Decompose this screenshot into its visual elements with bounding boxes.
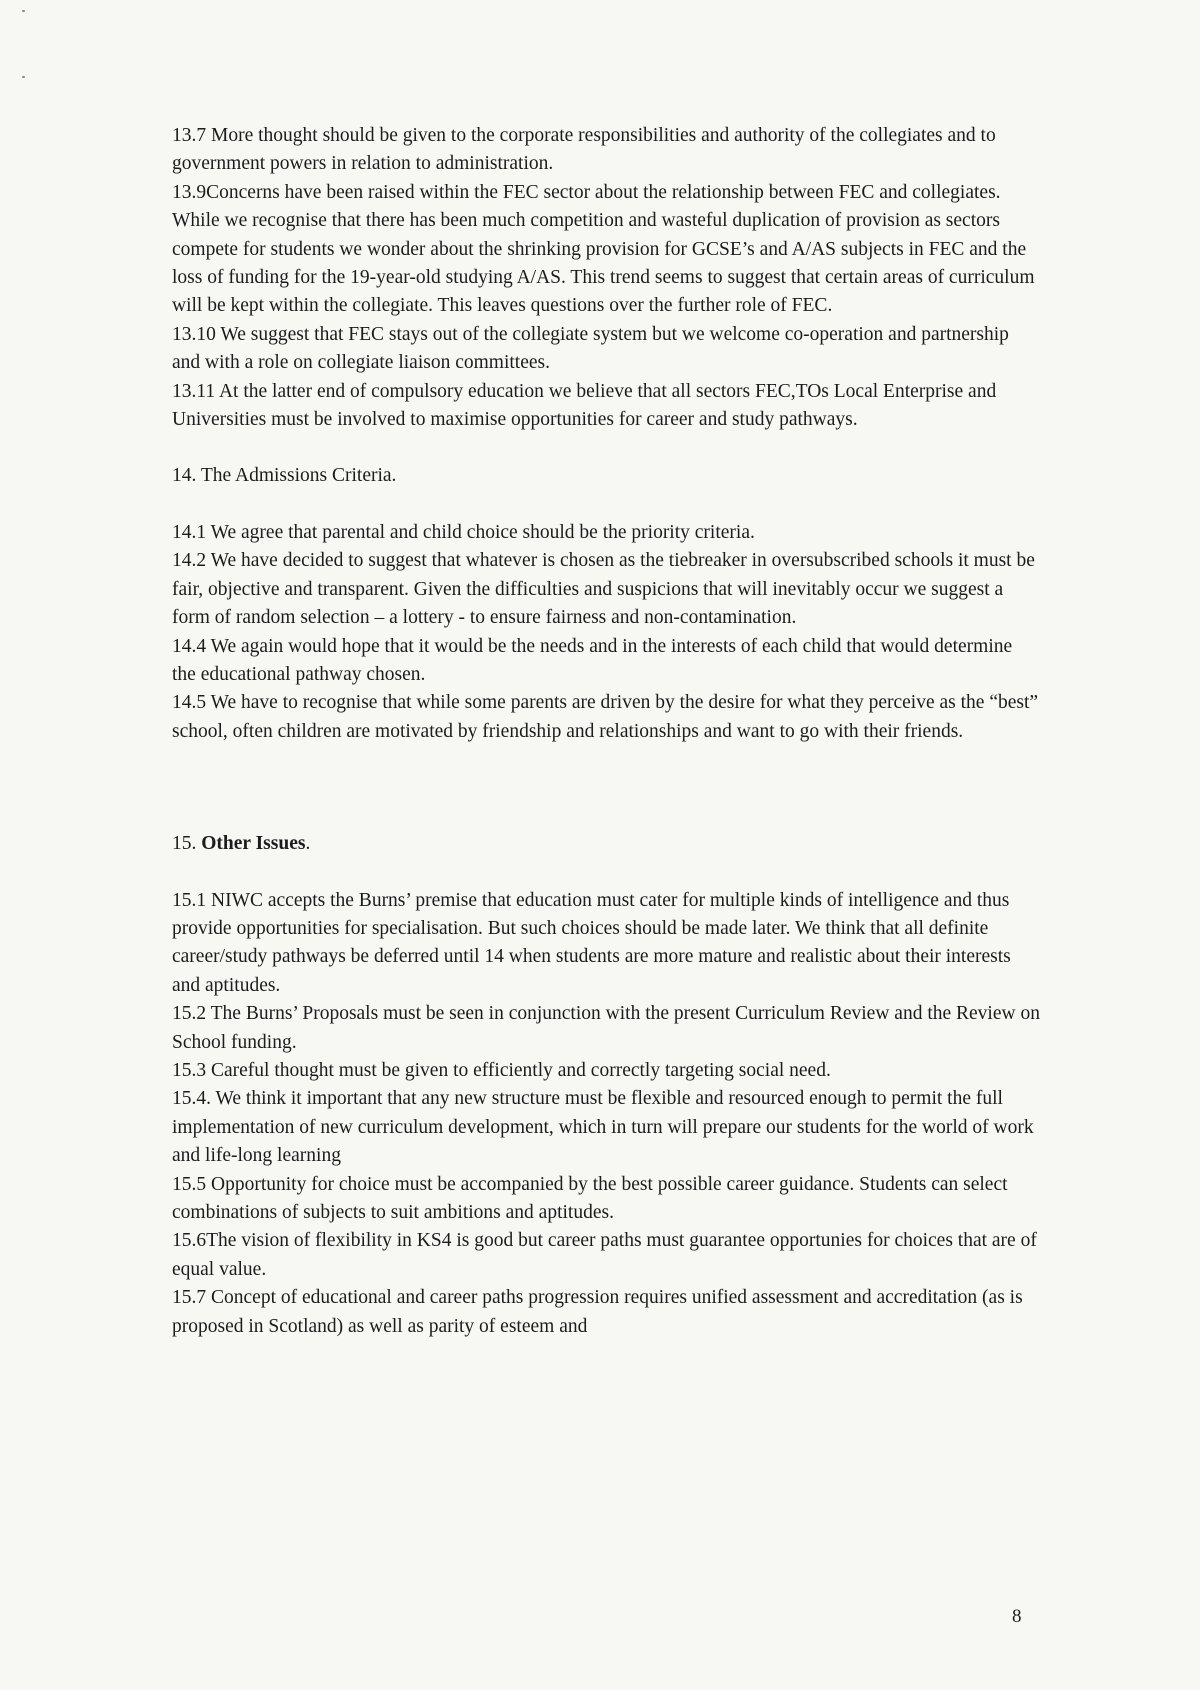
paragraph-15-2: 15.2 The Burns’ Proposals must be seen in conjunction with the present Curriculum Review and the Review on School funding. (172, 1003, 1040, 1053)
paragraph-13-11: 13.11 At the latter end of compulsory education we believe that all sectors FEC,TOs Local Enterprise and Universities must be involved to maximise opportunities for career and study pathways. (172, 380, 997, 431)
paragraph-13-10: 13.10 We suggest that FEC stays out of the collegiate system but we welcome co-operation and partnership and with a role on collegiate liaison committees. (172, 323, 1009, 374)
paragraph-15-7: 15.7 Concept of educational and career paths progression requires unified assessment and accreditation (as is proposed in Scotland) as well as parity of esteem and (172, 1287, 1023, 1337)
paragraph-15-3: 15.3 Careful thought must be given to efficiently and correctly targeting social need. (172, 1059, 831, 1081)
paragraph-15-1: 15.1 NIWC accepts the Burns’ premise that education must cater for multiple kinds of intelligence and thus provide opportunities for specialisation. But such choices should be made later. We think that all definite career/study pathways be deferred until 14 when students are more mature and realistic about their interests and aptitudes. (172, 889, 1011, 996)
paragraph-15-6: 15.6The vision of flexibility in KS4 is good but career paths must guarantee opportunies for choices that are of equal value. (172, 1230, 1037, 1280)
paragraph-14-5: 14.5 We have to recognise that while some parents are driven by the desire for what they perceive as the “best” school, often children are motivated by friendship and relationships and want to go with their friends. (172, 692, 1039, 742)
paragraph-14-2: 14.2 We have decided to suggest that whatever is chosen as the tiebreaker in oversubscribed schools it must be fair, objective and transparent. Given the difficulties and suspicions that will inevitably occur we suggest a form of random selection – a lottery - to ensure fairness and non-contamination. (172, 550, 1035, 629)
paragraph-13-9: 13.9Concerns have been raised within the FEC sector about the relationship between FEC and collegiates. While we recognise that there has been much competition and wasteful duplication of provision as sectors compete for students we wonder about the shrinking provision for GCSE’s and A/AS subjects in FEC and the loss of funding for the 19-year-old studying A/AS. This trend seems to suggest that certain areas of curriculum will be kept within the collegiate. This leaves questions over the further role of FEC. (172, 181, 1035, 317)
paragraph-15-4: 15.4. We think it important that any new structure must be flexible and resourced enough to permit the full implementation of new curriculum development, which in turn will prepare our students for the world of work and life-long learning (172, 1088, 1034, 1167)
scan-speck (22, 76, 25, 78)
section-15-title: Other Issues (201, 833, 306, 855)
section-15-heading (172, 830, 1040, 858)
page-body (172, 122, 1040, 1341)
paragraph-13-7: 13.7 More thought should be given to the corporate responsibilities and authority of the collegiates and to government powers in relation to administration. (172, 125, 996, 175)
page-number: 8 (1012, 1606, 1022, 1627)
paragraph-15-5: 15.5 Opportunity for choice must be accompanied by the best possible career guidance. Students can select combinations of subjects to suit ambitions and aptitudes. (172, 1173, 1008, 1223)
paragraph-14-1: 14.1 We agree that parental and child choice should be the priority criteria. (172, 521, 755, 543)
section-15-number: 15. (172, 833, 197, 855)
section-14-heading: 14. The Admissions Criteria. (172, 465, 397, 487)
section-15-heading-end: . (305, 833, 311, 855)
scan-speck (22, 10, 25, 12)
paragraph-14-4: 14.4 We again would hope that it would be the needs and in the interests of each child that would determine the educational pathway chosen. (172, 635, 1013, 685)
